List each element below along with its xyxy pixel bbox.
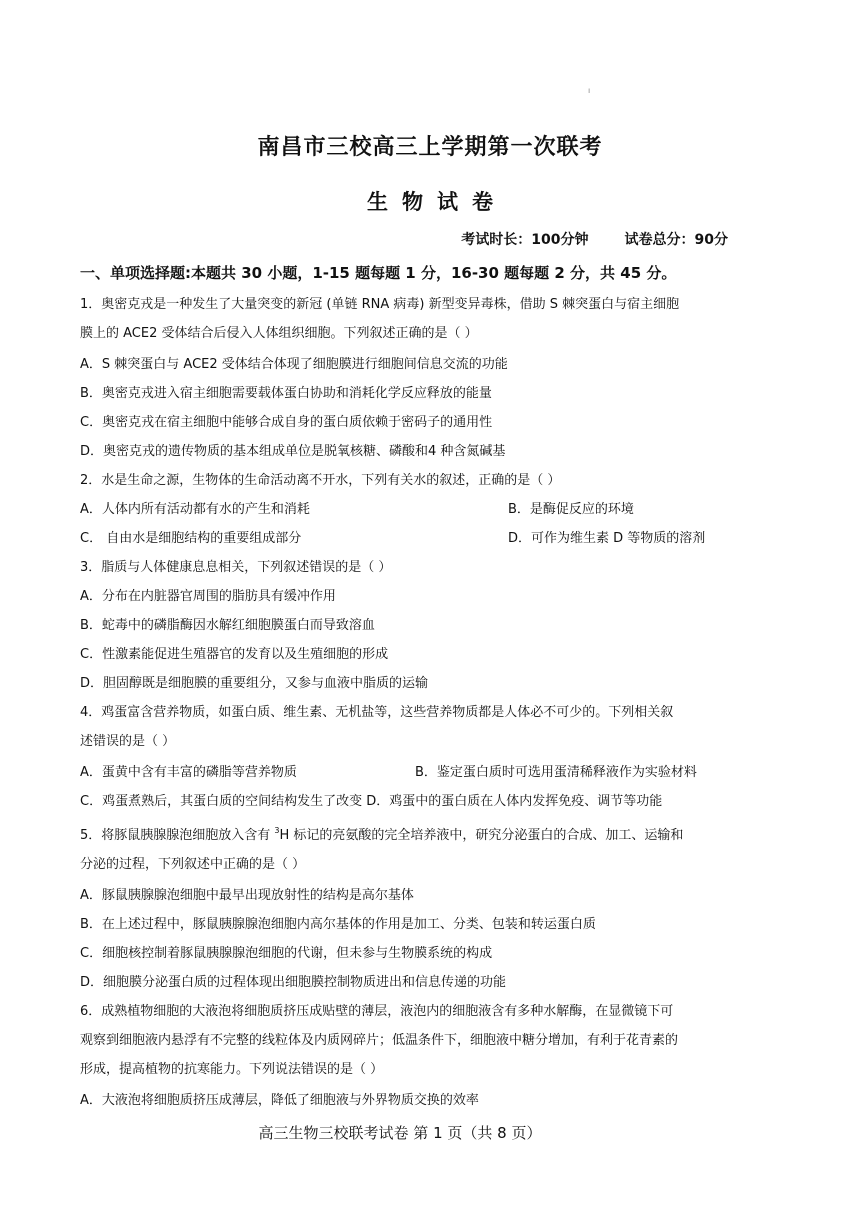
question-4 bbox=[80, 698, 790, 816]
exam-title: 南昌市三校高三上学期第一次联考 bbox=[257, 135, 603, 160]
question-5 bbox=[80, 816, 790, 997]
question-stem-line: 3．脂质与人体健康息息相关，下列叙述错误的是（ ） bbox=[80, 560, 392, 575]
exam-meta bbox=[461, 229, 728, 249]
page-footer: 高三生物三校联考试卷 第 1 页（共 8 页） bbox=[258, 1124, 542, 1142]
option-b: B．奥密克戎进入宿主细胞需要载体蛋白协助和消耗化学反应释放的能量 bbox=[80, 386, 492, 401]
option-c: C．奥密克戎在宿主细胞中能够合成自身的蛋白质依赖于密码子的通用性 bbox=[80, 415, 493, 430]
question-1 bbox=[80, 290, 790, 466]
question-stem-line: 4．鸡蛋富含营养物质，如蛋白质、维生素、无机盐等，这些营养物质都是人体必不可少的。下列相关叙 bbox=[80, 705, 674, 720]
option-b: B．是酶促反应的环境 bbox=[508, 502, 634, 517]
option-a: A．人体内所有活动都有水的产生和消耗 bbox=[80, 502, 310, 517]
option-d: D．可作为维生素 D 等物质的溶剂 bbox=[508, 531, 706, 546]
question-2 bbox=[80, 466, 790, 553]
question-stem-line: 1．奥密克戎是一种发生了大量突变的新冠 (单链 RNA 病毒) 新型变异毒株，借助 S 棘突蛋白与宿主细胞 bbox=[80, 297, 680, 312]
header-dot: ı bbox=[588, 86, 591, 95]
option-a: A．蛋黄中含有丰富的磷脂等营养物质 bbox=[80, 765, 297, 780]
question-stem-line: 观察到细胞液内悬浮有不完整的线粒体及内质网碎片；低温条件下，细胞液中糖分增加，有利于花青素的 bbox=[80, 1033, 679, 1048]
option-d: D．细胞膜分泌蛋白质的过程体现出细胞膜控制物质进出和信息传递的功能 bbox=[80, 975, 507, 990]
question-stem-line: 膜上的 ACE2 受体结合后侵入人体组织细胞。下列叙述正确的是（ ） bbox=[80, 326, 478, 341]
exam-subtitle: 生物试卷 bbox=[367, 190, 507, 214]
option-row bbox=[80, 495, 790, 524]
option-d: D．奥密克戎的遗传物质的基本组成单位是脱氧核糖、磷酸和4 种含氮碱基 bbox=[80, 444, 506, 459]
option-a: A．豚鼠胰腺腺泡细胞中最早出现放射性的结构是高尔基体 bbox=[80, 888, 414, 903]
question-stem-line bbox=[80, 816, 790, 850]
option-b: B．鉴定蛋白质时可选用蛋清稀释液作为实验材料 bbox=[415, 765, 697, 780]
option-c: C．鸡蛋煮熟后，其蛋白质的空间结构发生了改变 bbox=[80, 794, 363, 809]
question-3 bbox=[80, 553, 790, 698]
option-a: A．分布在内脏器官周围的脂肪具有缓冲作用 bbox=[80, 589, 336, 604]
question-stem-line: 2．水是生命之源，生物体的生命活动离不开水，下列有关水的叙述，正确的是（ ） bbox=[80, 473, 561, 488]
option-a: A．S 棘突蛋白与 ACE2 受体结合体现了细胞膜进行细胞间信息交流的功能 bbox=[80, 357, 508, 372]
option-row bbox=[80, 524, 790, 553]
stem-text: 5．将豚鼠胰腺腺泡细胞放入含有 bbox=[80, 828, 275, 843]
option-c: C．细胞核控制着豚鼠胰腺腺泡细胞的代谢，但未参与生物膜系统的构成 bbox=[80, 946, 493, 961]
option-c: C．性激素能促进生殖器官的发育以及生殖细胞的形成 bbox=[80, 647, 389, 662]
question-stem-line: 形成，提高植物的抗寒能力。下列说法错误的是（ ） bbox=[80, 1062, 384, 1077]
stem-text: H 标记的亮氨酸的完全培养液中，研究分泌蛋白的合成、加工、运输和 bbox=[279, 828, 684, 843]
question-stem-line: 分泌的过程，下列叙述中正确的是（ ） bbox=[80, 857, 306, 872]
question-stem-line: 述错误的是（ ） bbox=[80, 734, 176, 749]
option-a: A．大液泡将细胞质挤压成薄层，降低了细胞液与外界物质交换的效率 bbox=[80, 1093, 479, 1108]
option-d: D．胆固醇既是细胞膜的重要组分，又参与血液中脂质的运输 bbox=[80, 676, 429, 691]
total-score: 试卷总分：90分 bbox=[624, 232, 728, 248]
option-row bbox=[80, 758, 790, 787]
question-6 bbox=[80, 997, 790, 1115]
section-title: 一、单项选择题:本题共 30 小题，1-15 题每题 1 分，16-30 题每题 2 分，共 45 分。 bbox=[80, 264, 677, 282]
option-d: D．鸡蛋中的蛋白质在人体内发挥免疫、调节等功能 bbox=[366, 794, 663, 809]
option-c: C． 自由水是细胞结构的重要组成部分 bbox=[80, 531, 302, 546]
isotope-superscript: 3 bbox=[274, 826, 280, 835]
option-b: B．在上述过程中，豚鼠胰腺腺泡细胞内高尔基体的作用是加工、分类、包装和转运蛋白质 bbox=[80, 917, 596, 932]
option-row bbox=[80, 787, 790, 816]
questions-content bbox=[80, 290, 790, 1115]
exam-time: 考试时长：100分钟 bbox=[461, 232, 589, 248]
question-stem-line: 6．成熟植物细胞的大液泡将细胞质挤压成贴壁的薄层，液泡内的细胞液含有多种水解酶，在显微镜下可 bbox=[80, 1004, 674, 1019]
option-b: B．蛇毒中的磷脂酶因水解红细胞膜蛋白而导致溶血 bbox=[80, 618, 375, 633]
